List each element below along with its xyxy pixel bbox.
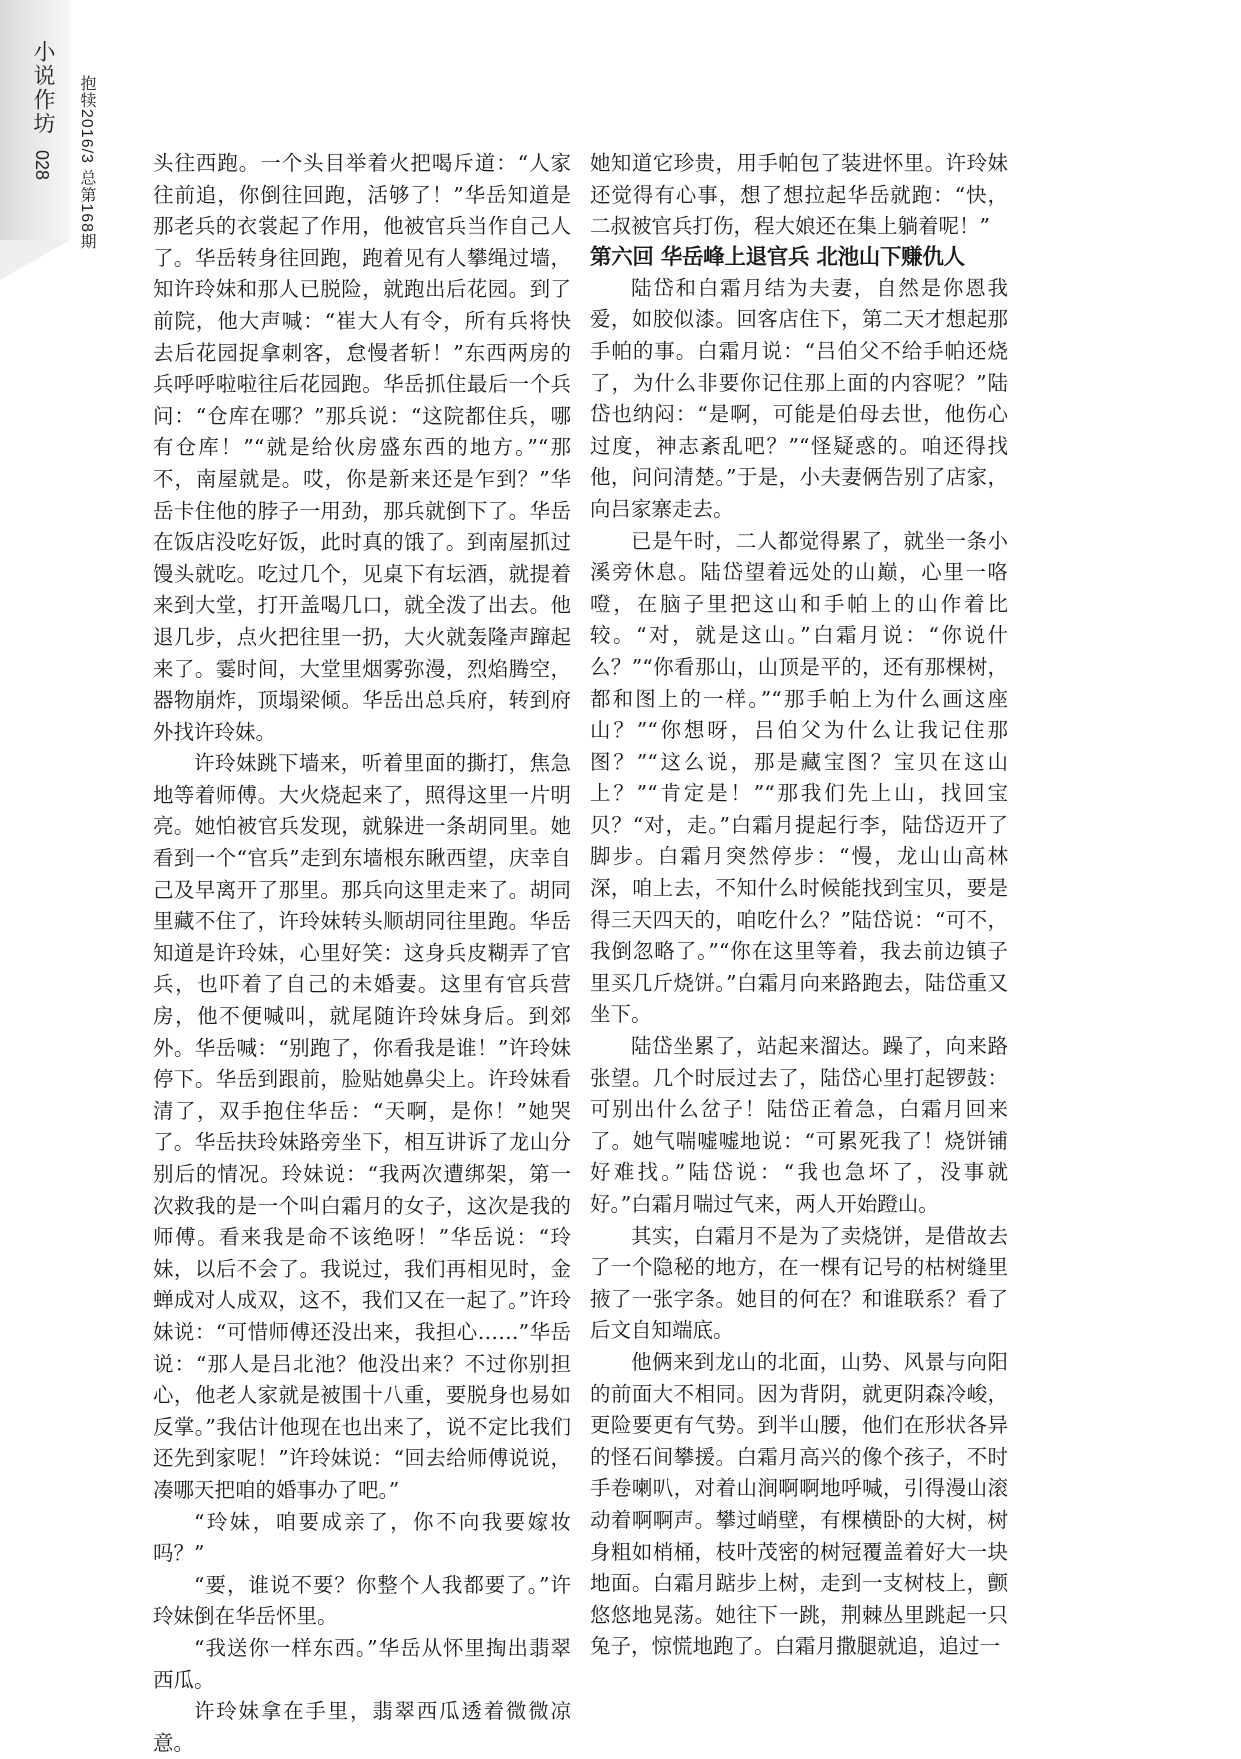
- page-number: 028: [32, 150, 52, 181]
- paragraph: 他俩来到龙山的北面，山势、风景与向阳的前面大不相同。因为背阴，就更阴森冷峻，更险要更有气势。到半山腰，他们在形状各异的怪石间攀援。白霜月高兴的像个孩子，不时手卷喇叭，对着山涧啊啊地呼喊，引得漫山滚动着啊啊声。攀过峭壁，有棵横卧的大树，树身粗如梢桶，枝叶茂密的树冠覆盖着好大一块地面。白霜月踮步上树，走到一支树枝上，颤悠悠地晃荡。她往下一跳，荆棘丛里跳起一只兔子，惊慌地跑了。白霜月撒腿就追，追过一: [590, 1349, 1008, 1659]
- magazine-issue: 抱犊2016/3 总第168期: [78, 75, 95, 251]
- paragraph: 她知道它珍贵，用手帕包了装进怀里。许玲妹还觉得有心事，想了想拉起华岳就跑：“快，二叔被官兵打伤，程大娘还在集上躺着呢！”: [590, 151, 1008, 239]
- paragraph: 陆岱坐累了，站起来溜达。躁了，向来路张望。几个时辰过去了，陆岱心里打起锣鼓：可别出什么岔子！陆岱正着急，白霜月回来了。她气喘嘘嘘地说：“可累死我了！烧饼铺好难找。”陆岱说：“我也急坏了，没事就好。”白霜月喘过气来，两人开始蹬山。: [590, 1034, 1008, 1216]
- paragraph: 许玲妹跳下墙来，听着里面的撕打，焦急地等着师傅。大火烧起来了，照得这里一片明亮。她怕被官兵发现，就躲进一条胡同里。她看到一个“官兵”走到东墙根东瞅西望，庆幸自己及早离开了那里。那兵向这里走来了。胡同里藏不住了，许玲妹转头顺胡同往里跑。华岳知道是许玲妹，心里好笑：这身兵皮糊弄了官兵，也吓着了自己的未婚妻。这里有官兵营房，他不便喊叫，就尾随许玲妹身后。到郊外。华岳喊：“别跑了，你看我是谁！”许玲妹停下。华岳到跟前，脸贴她鼻尖上。许玲妹看清了，双手抱住华岳：“天啊，是你！”她哭了。华岳扶玲妹路旁坐下，相互讲诉了龙山分别后的情况。玲妹说：“我两次遭绑架，第一次救我的是一个叫白霜月的女子，这次是我的师傅。看来我是命不该绝呀！”华岳说：“玲妹，以后不会了。我说过，我们再相见时，金蝉成对人成双，这不，我们又在一起了。”许玲妹说：“可惜师傅还没出来，我担心……”华岳说：“那人是吕北池？他没出来？不过你别担心，他老人家就是被围十八重，要脱身也易如反掌。”我估计他现在也出来了，说不定比我们还先到家呢！”许玲妹说：“回去给师傅说说，凑哪天把咱的婚事办了吧。”: [153, 751, 571, 1502]
- chapter-title: 第六回 华岳峰上退官兵 北池山下赚仇人: [590, 244, 965, 270]
- paragraph: “我送你一样东西。”华岳从怀里掏出翡翠西瓜。: [153, 1635, 571, 1692]
- left-column: [153, 148, 571, 1759]
- section-name: 小说作坊: [31, 40, 56, 136]
- paragraph: 陆岱和白霜月结为夫妻，自然是你恩我爱，如胶似漆。回客店住下，第二天才想起那手帕的事。白霜月说：“吕伯父不给手帕还烧了，为什么非要你记住那上面的内容呢？”陆岱也纳闷：“是啊，可能是伯母去世，他伤心过度，神志紊乱吧？”“怪疑惑的。咱还得找他，问问清楚。”于是，小夫妻俩告别了店家，向吕家寨走去。: [590, 275, 1008, 521]
- right-column: [590, 148, 1008, 1663]
- paragraph: “玲妹，咱要成亲了，你不向我要嫁妆吗？”: [153, 1509, 571, 1566]
- paragraph: “要，谁说不要？你整个人我都要了。”许玲妹倒在华岳怀里。: [153, 1572, 571, 1629]
- paragraph: 头往西跑。一个头目举着火把喝斥道：“人家往前追，你倒往回跑，活够了！”华岳知道是那老兵的衣裳起了作用，他被官兵当作自己人了。华岳转身往回跑，跑着见有人攀绳过墙，知许玲妹和那人已脱险，就跑出后花园。到了前院，他大声喊：“崔大人有令，所有兵将快去后花园捉拿刺客，怠慢者斩！”东西两房的兵呼呼啦啦往后花园跑。华岳抓住最后一个兵问：“仓库在哪？”那兵说：“这院都住兵，哪有仓库！”“就是给伙房盛东西的地方。”“那不，南屋就是。哎，你是新来还是乍到？”华岳卡住他的脖子一用劲，那兵就倒下了。华岳在饭店没吃好饭，此时真的饿了。到南屋抓过馒头就吃。吃过几个，见桌下有坛酒，就提着来到大堂，打开盖喝几口，就全泼了出去。他退几步，点火把往里一扔，大火就轰隆声蹿起来了。霎时间，大堂里烟雾弥漫，烈焰腾空，器物崩炸，顶塌梁倾。华岳出总兵府，转到府外找许玲妹。: [153, 151, 571, 744]
- paragraph: 其实，白霜月不是为了卖烧饼，是借故去了一个隐秘的地方，在一棵有记号的枯树缝里掖了一张字条。她目的何在？和谁联系？看了后文自知端底。: [590, 1223, 1008, 1343]
- paragraph: 许玲妹拿在手里，翡翠西瓜透着微微凉意。: [153, 1699, 571, 1755]
- paragraph: 已是午时，二人都觉得累了，就坐一条小溪旁休息。陆岱望着远处的山巅，心里一咯噔，在脑子里把这山和手帕上的山作着比较。“对，就是这山。”白霜月说：“你说什么？”“你看那山，山顶是平的，还有那棵树，都和图上的一样。”“那手帕上为什么画这座山？”“你想呀，吕伯父为什么让我记住那图？”“这么说，那是藏宝图？宝贝在这山上？”“肯定是！”“那我们先上山，找回宝贝？“对，走。”白霜月提起行李，陆岱迈开了脚步。白霜月突然停步：“慢，龙山山高林深，咱上去，不知什么时候能找到宝贝，要是得三天四天的，咱吃什么？”陆岱说：“可不，我倒忽略了。”“你在这里等着，我去前边镇子里买几斤烧饼。”白霜月向来路跑去，陆岱重又坐下。: [590, 528, 1008, 1027]
